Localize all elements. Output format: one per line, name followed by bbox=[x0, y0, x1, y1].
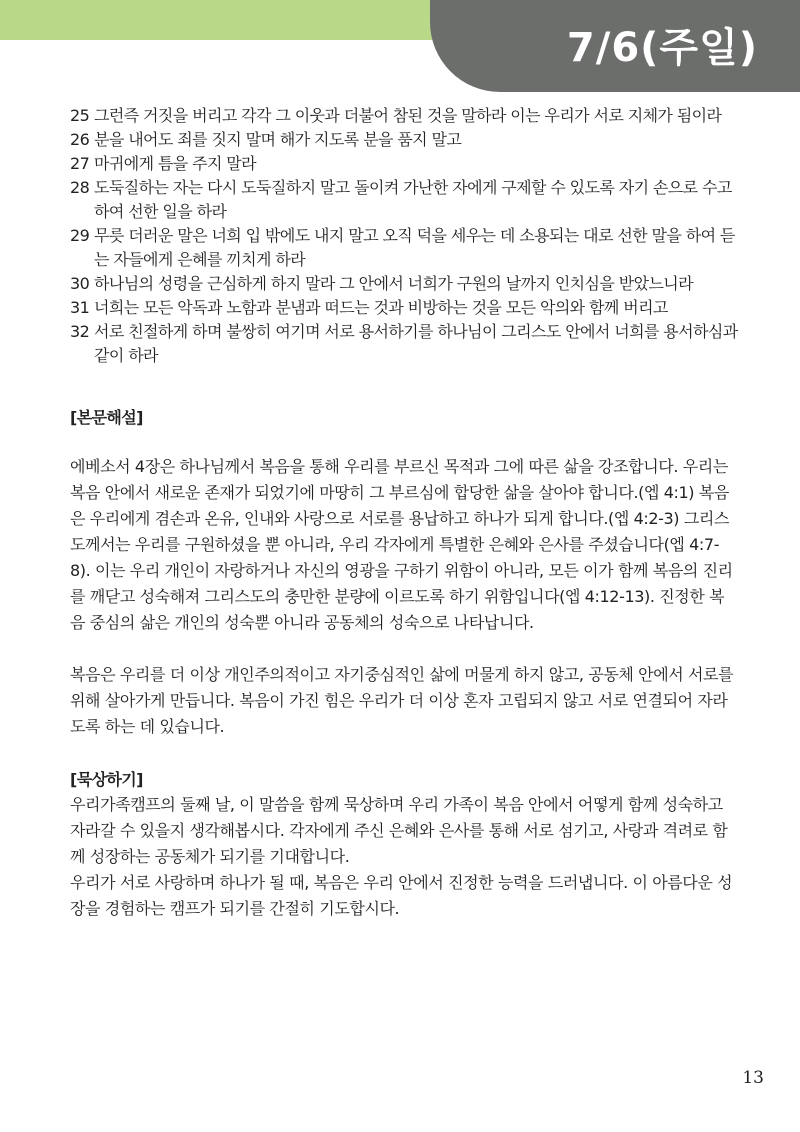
verse-text: 너희는 모든 악독과 노함과 분냄과 떠드는 것과 비방하는 것을 모든 악의와 함께 버리고 bbox=[94, 298, 668, 317]
verse-26 bbox=[70, 128, 738, 152]
commentary-paragraph: 복음은 우리를 더 이상 개인주의적이고 자기중심적인 삶에 머물게 하지 않고, 공동체 안에서 서로를 위해 살아가게 만듭니다. 복음이 가진 힘은 우리가 더 이상 혼자 고립되지 않고 서로 연결되어 자라도록 하는 데 있습니다. bbox=[70, 665, 734, 736]
verse-number: 30 bbox=[70, 274, 90, 293]
verse-number: 28 bbox=[70, 178, 90, 197]
meditation-paragraph: 우리가 서로 사랑하며 하나가 될 때, 복음은 우리 안에서 진정한 능력을 드러냅니다. 이 아름다운 성장을 경험하는 캠프가 되기를 간절히 기도합시다. bbox=[70, 873, 733, 918]
verse-text: 서로 친절하게 하며 불쌍히 여기며 서로 용서하기를 하나님이 그리스도 안에서 너희를 용서하심과 같이 하라 bbox=[94, 322, 738, 365]
meditation-heading: [묵상하기] bbox=[70, 770, 143, 789]
verse-28 bbox=[70, 176, 738, 224]
verse-number: 25 bbox=[70, 106, 90, 125]
verse-number: 32 bbox=[70, 322, 90, 341]
verse-number: 31 bbox=[70, 298, 90, 317]
verse-number: 27 bbox=[70, 154, 90, 173]
verse-number: 29 bbox=[70, 226, 90, 245]
verse-32 bbox=[70, 320, 738, 368]
verse-text: 마귀에게 틈을 주지 말라 bbox=[94, 154, 257, 173]
verse-text: 그런즉 거짓을 버리고 각각 그 이웃과 더불어 참된 것을 말하라 이는 우리가 서로 지체가 됨이라 bbox=[94, 106, 722, 125]
verse-29 bbox=[70, 224, 738, 272]
date-tab bbox=[430, 0, 800, 92]
verse-text: 하나님의 성령을 근심하게 하지 말라 그 안에서 너희가 구원의 날까지 인치심을 받았느니라 bbox=[94, 274, 694, 293]
verse-25 bbox=[70, 104, 738, 128]
commentary-heading: [본문해설] bbox=[70, 408, 143, 427]
verse-27 bbox=[70, 152, 738, 176]
meditation-paragraph: 우리가족캠프의 둘째 날, 이 말씀을 함께 묵상하며 우리 가족이 복음 안에서 어떻게 함께 성숙하고 자라갈 수 있을지 생각해봅시다. 각자에게 주신 은혜와 은사를 통해 서로 섬기고, 사랑과 격려로 함께 성장하는 공동체가 되기를 기대합니다. bbox=[70, 795, 728, 866]
verse-text: 무릇 더러운 말은 너희 입 밖에도 내지 말고 오직 덕을 세우는 데 소용되는 대로 선한 말을 하여 듣는 자들에게 은혜를 끼치게 하라 bbox=[94, 226, 735, 269]
scripture-passage bbox=[70, 104, 738, 368]
verse-text: 도둑질하는 자는 다시 도둑질하지 말고 돌이켜 가난한 자에게 구제할 수 있도록 자기 손으로 수고하여 선한 일을 하라 bbox=[94, 178, 732, 221]
commentary-paragraph: 에베소서 4장은 하나님께서 복음을 통해 우리를 부르신 목적과 그에 따른 삶을 강조합니다. 우리는 복음 안에서 새로운 존재가 되었기에 마땅히 그 부르심에 합당한 삶을 살아야 합니다.(엡 4:1) 복음은 우리에게 겸손과 온유, 인내와 사랑으로 서로를 용납하고 하나가 되게 합니다.(엡 4:2-3) 그리스도께서는 우리를 구원하셨을 뿐 아니라, 우리 각자에게 특별한 은혜와 은사를 주셨습니다(엡 4:7-8). 이는 우리 개인이 자랑하거나 자신의 영광을 구하기 위함이 아니라, 모든 이가 함께 복음의 진리를 깨닫고 성숙해져 그리스도의 충만한 분량에 이르도록 하기 위함입니다(엡 4:12-13). 진정한 복음 중심의 삶은 개인의 성숙뿐 아니라 공동체의 성숙으로 나타납니다. bbox=[70, 457, 733, 632]
page-content bbox=[70, 104, 738, 922]
verse-number: 26 bbox=[70, 130, 90, 149]
date-label: 7/6(주일) bbox=[566, 25, 758, 71]
verse-text: 분을 내어도 죄를 짓지 말며 해가 지도록 분을 품지 말고 bbox=[94, 130, 462, 149]
verse-30 bbox=[70, 272, 738, 296]
page-number: 13 bbox=[742, 1068, 764, 1088]
verse-31 bbox=[70, 296, 738, 320]
